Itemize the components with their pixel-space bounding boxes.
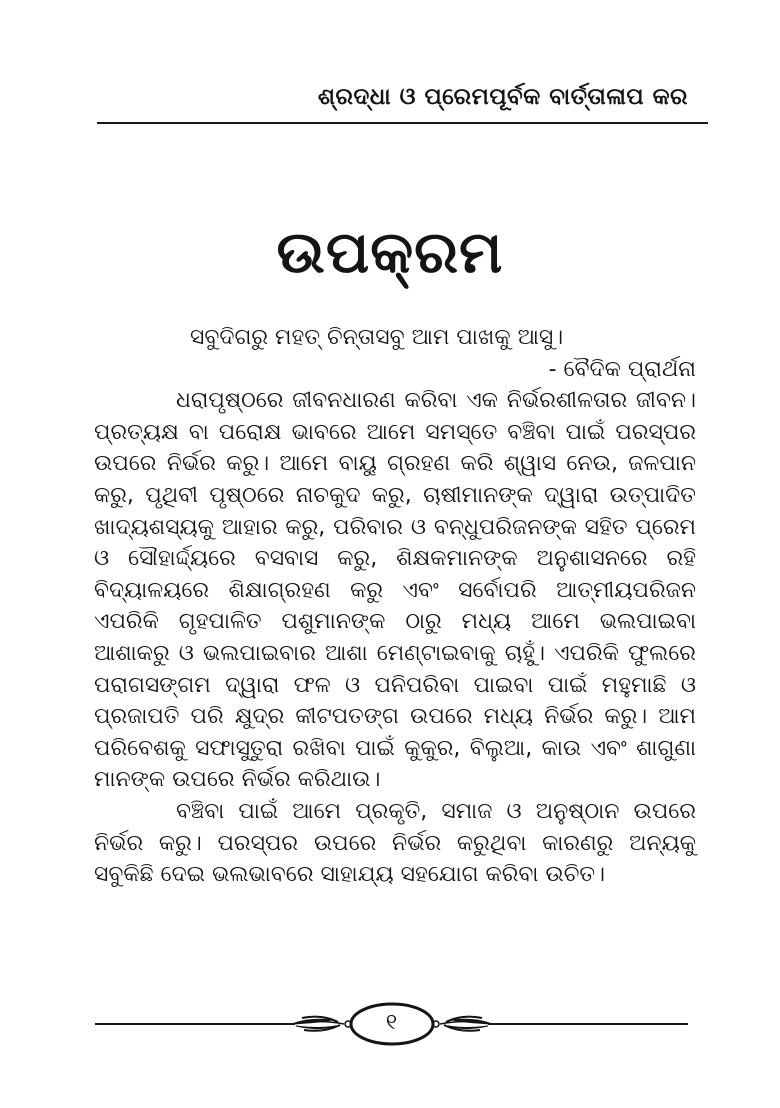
footer-rule-right xyxy=(488,1023,688,1025)
body-text xyxy=(94,322,696,891)
page-footer xyxy=(95,1000,688,1048)
footer-rule-left xyxy=(95,1023,295,1025)
header-rule-divider xyxy=(97,122,708,124)
paragraph: ବଞ୍ଚିବା ପାଇଁ ଆମେ ପ୍ରକୃତି, ସମାଜ ଓ ଅନୁଷ୍ଠାନ ଉପରେ ନିର୍ଭର କରୁ। ପରସ୍ପର ଉପରେ ନିର୍ଭର କରୁଥିବା କାରଣରୁ ଅନ୍ୟକୁ ସବୁକିଛି ଦେଇ ଭଲଭାବରେ ସାହାଯ୍ୟ ସହଯୋଗ କରିବା ଉଚିତ। xyxy=(94,798,696,888)
chapter-title: ଉପକ୍ରମ xyxy=(276,218,504,286)
running-header-title: ଶ୍ରଦ୍ଧା ଓ ପ୍ରେମପୂର୍ବକ ବାର୍ତ୍ତାଳାପ କର xyxy=(317,84,688,110)
page-number: ୧ xyxy=(385,1010,398,1035)
paragraph: ଧରାପୃଷ୍ଠରେ ଜୀବନଧାରଣ କରିବା ଏକ ନିର୍ଭରଶୀଳତାର ଜୀବନ। ପ୍ରତ୍ୟକ୍ଷ ବା ପରୋକ୍ଷ ଭାବରେ ଆମେ ସମସ୍ତେ ବଞ୍ଚିବା ପାଇଁ ପରସ୍ପର ଉପରେ ନିର୍ଭର କରୁ। ଆମେ ବାୟୁ ଗ୍ରହଣ କରି ଶ୍ୱାସ ନେଉ, ଜଳପାନ କରୁ, ପୃଥିବୀ ପୃଷ୍ଠରେ ନାଚକୁଦ କରୁ, ଚାଷୀମାନଙ୍କ ଦ୍ୱାରା ଉତ୍ପାଦିତ ଖାଦ୍ୟଶସ୍ୟକୁ ଆହାର କରୁ, ପରିବାର ଓ ବନ୍ଧୁପରିଜନଙ୍କ ସହିତ ପ୍ରେମ ଓ ସୌହାର୍ଦ୍ଦ୍ୟରେ ବସବାସ କରୁ, ଶିକ୍ଷକମାନଙ୍କ ଅନୁଶାସନରେ ରହି ବିଦ୍ୟାଳୟରେ ଶିକ୍ଷାଗ୍ରହଣ କରୁ ଏବଂ ସର୍ବୋପରି ଆତ୍ମୀୟପରିଜନ ଏପରିକି ଗୃହପାଳିତ ପଶୁମାନଙ୍କ ଠାରୁ ମଧ୍ୟ ଆମେ ଭଲପାଇବା ଆଶାକରୁ ଓ ଭଲପାଇବାର ଆଶା ମେଣ୍ଟାଇବାକୁ ଚାହୁଁ। ଏପରିକି ଫୁଲରେ ପରାଗସଙ୍ଗମ ଦ୍ୱାରା ଫଳ ଓ ପନିପରିବା ପାଇବା ପାଇଁ ମହୁମାଛି ଓ ପ୍ରଜାପତି ପରି କ୍ଷୁଦ୍ର କୀଟପତଙ୍ଗ ଉପରେ ମଧ୍ୟ ନିର୍ଭର କରୁ। ଆମ ପରିବେଶକୁ ସଫାସୁତୁରା ରଖିବା ପାଇଁ କୁକୁର, ବିଲୁଆ, କାଉ ଏବଂ ଶାଗୁଣା ମାନଙ୍କ ଉପରେ ନିର୍ଭର କରିଥାଉ। xyxy=(94,388,696,793)
epigraph-quote: ସବୁଦିଗରୁ ମହତ୍ ଚିନ୍ତାସବୁ ଆମ ପାଖକୁ ଆସୁ। xyxy=(190,325,564,350)
epigraph-attribution: - ବୈଦିକ ପ୍ରାର୍ଥନା xyxy=(548,356,696,382)
